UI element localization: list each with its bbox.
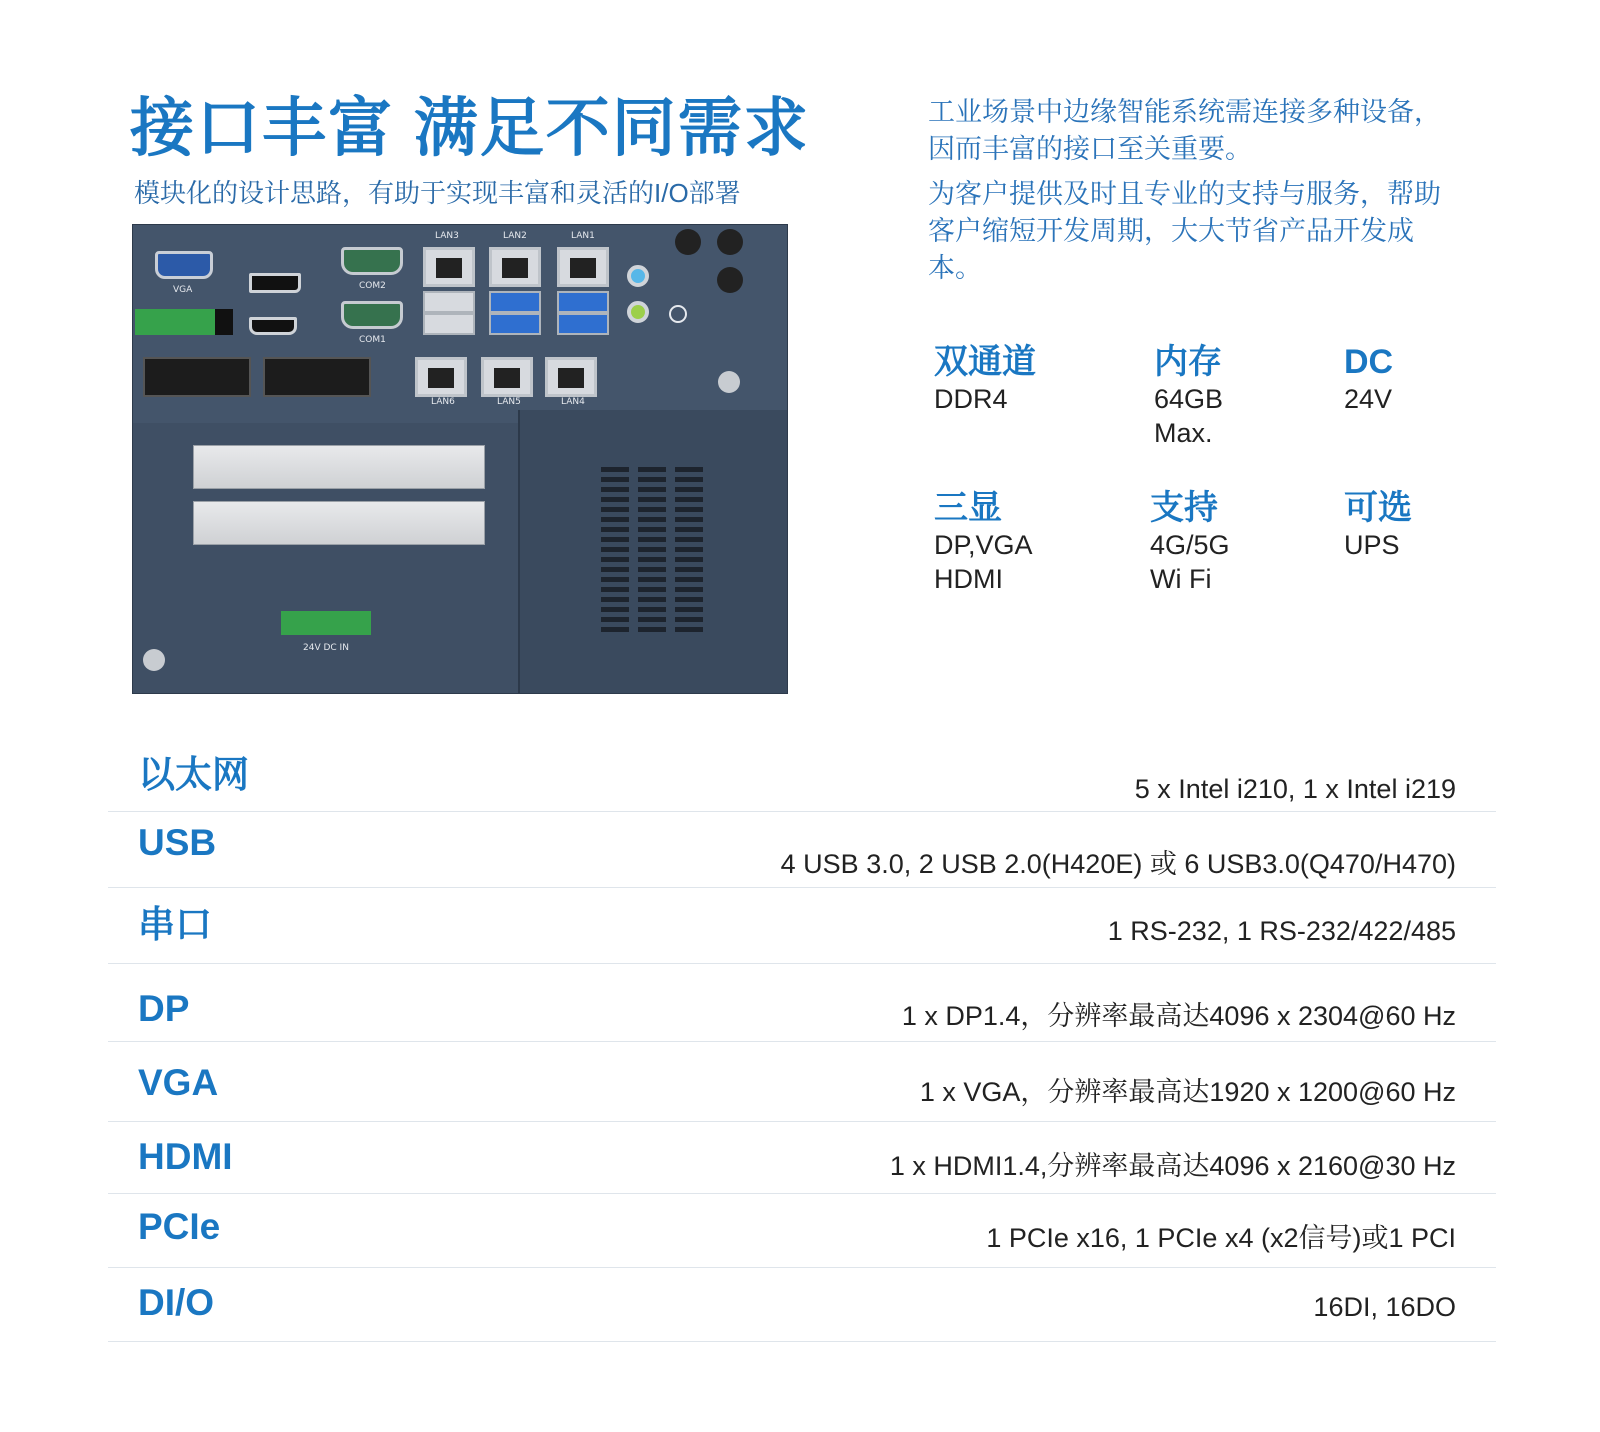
spec-value: 4 USB 3.0, 2 USB 2.0(H420E) 或 6 USB3.0(Q470/H470) [780, 849, 1456, 879]
com2-port [341, 247, 403, 275]
intro-text [928, 94, 1448, 295]
lan6-port-label: LAN6 [431, 397, 455, 407]
page-title: 接口丰富 满足不同需求 [130, 92, 810, 164]
intro-paragraph-2: 为客户提供及时且专业的支持与服务，帮助客户缩短开发周期，大大节省产品开发成本。 [928, 179, 1441, 283]
spec-row-serial [108, 888, 1496, 964]
feature-value: 4G/5G Wi Fi [1150, 530, 1230, 594]
spec-key: PCIe [138, 1206, 221, 1247]
expansion-slot-2 [193, 501, 485, 545]
spec-key: 串口 [138, 904, 212, 945]
spec-key: DP [138, 988, 190, 1029]
spec-row-dp [108, 964, 1496, 1042]
ground-screw [718, 371, 740, 393]
feature-value: UPS [1344, 530, 1400, 560]
mic-in-jack [627, 301, 649, 323]
spec-row-dio [108, 1268, 1496, 1342]
line-out-jack [627, 265, 649, 287]
feature-title: 可选 [1344, 489, 1412, 527]
usb3-port-3 [557, 291, 609, 313]
dc-input-label: 24V DC IN [303, 643, 349, 653]
feature-display [934, 488, 1033, 596]
feature-title: DC [1344, 343, 1394, 381]
usb3-port-4 [557, 313, 609, 335]
feature-memory-size [1154, 342, 1223, 450]
feature-ups [1344, 488, 1412, 562]
intro-paragraph-1: 工业场景中边缘智能系统需连接多种设备，因而丰富的接口至关重要。 [928, 97, 1441, 164]
feature-title: 内存 [1154, 343, 1222, 381]
feature-value: DDR4 [934, 384, 1008, 414]
expansion-slot-1 [193, 445, 485, 489]
lan3-port [423, 247, 475, 287]
feature-value: DP,VGA HDMI [934, 530, 1033, 594]
usb3-port-2 [489, 313, 541, 335]
vent-column-3 [675, 467, 703, 635]
spec-value: 1 x VGA，分辨率最高达1920 x 1200@60 Hz [919, 1077, 1456, 1107]
spec-value: 16DI, 16DO [1313, 1292, 1456, 1322]
product-image [132, 224, 788, 694]
page-subtitle: 模块化的设计思路，有助于实现丰富和灵活的I/O部署 [134, 178, 741, 208]
spec-value: 1 x HDMI1.4,分辨率最高达4096 x 2160@30 Hz [889, 1151, 1456, 1181]
usb3-port-1 [489, 291, 541, 313]
spec-row-usb [108, 812, 1496, 888]
feature-wireless [1150, 488, 1230, 596]
lan5-port [481, 357, 533, 397]
vent-column-2 [638, 467, 666, 635]
lan1-port [557, 247, 609, 287]
vent-column-1 [601, 467, 629, 635]
vga-port [155, 251, 213, 279]
feature-value: 24V [1344, 384, 1393, 414]
spec-key: 以太网 [138, 754, 249, 795]
lan5-port-label: LAN5 [497, 397, 521, 407]
vga-port-label: VGA [173, 285, 193, 295]
com2-port-label: COM2 [359, 281, 386, 291]
com1-port [341, 301, 403, 329]
lan4-port [545, 357, 597, 397]
spec-value: 1 RS-232, 1 RS-232/422/485 [1107, 916, 1456, 946]
dio-connector-2 [263, 357, 371, 397]
antenna-2 [717, 229, 743, 255]
com1-port-label: COM1 [359, 335, 386, 345]
feature-title: 支持 [1150, 489, 1218, 527]
antenna-1 [675, 229, 701, 255]
spec-value: 1 PCIe x16, 1 PCIe x4 (x2信号)或1 PCI [986, 1223, 1456, 1253]
spec-row-hdmi [108, 1122, 1496, 1194]
spec-key: DI/O [138, 1282, 215, 1323]
feature-title: 三显 [934, 489, 1002, 527]
spec-row-ethernet [108, 740, 1496, 812]
feature-memory-channel [934, 342, 1036, 416]
lan4-port-label: LAN4 [561, 397, 585, 407]
usb2-port-top [423, 291, 475, 313]
power-button [669, 305, 687, 323]
hdmi-port [249, 317, 297, 335]
feature-value: 64GB Max. [1154, 384, 1224, 448]
spec-key: USB [138, 822, 217, 863]
displayport-port [249, 273, 301, 293]
dc-input-terminal [281, 611, 371, 635]
lan1-port-label: LAN1 [571, 231, 595, 241]
spec-row-pcie [108, 1194, 1496, 1268]
lan2-port [489, 247, 541, 287]
lan2-port-label: LAN2 [503, 231, 527, 241]
lan6-port [415, 357, 467, 397]
dio-connector-1 [143, 357, 251, 397]
spec-row-vga [108, 1042, 1496, 1122]
spec-value: 1 x DP1.4，分辨率最高达4096 x 2304@60 Hz [901, 1001, 1456, 1031]
feature-title: 双通道 [934, 343, 1036, 381]
feature-dc [1344, 342, 1393, 416]
remote-switch-connector [215, 309, 233, 335]
usb2-port-bottom [423, 313, 475, 335]
lan3-port-label: LAN3 [435, 231, 459, 241]
spec-key: VGA [138, 1062, 219, 1103]
spec-key: HDMI [138, 1136, 233, 1177]
power-terminal [135, 309, 215, 335]
spec-value: 5 x Intel i210, 1 x Intel i219 [1134, 774, 1456, 804]
chassis-screw [143, 649, 165, 671]
antenna-3 [717, 267, 743, 293]
